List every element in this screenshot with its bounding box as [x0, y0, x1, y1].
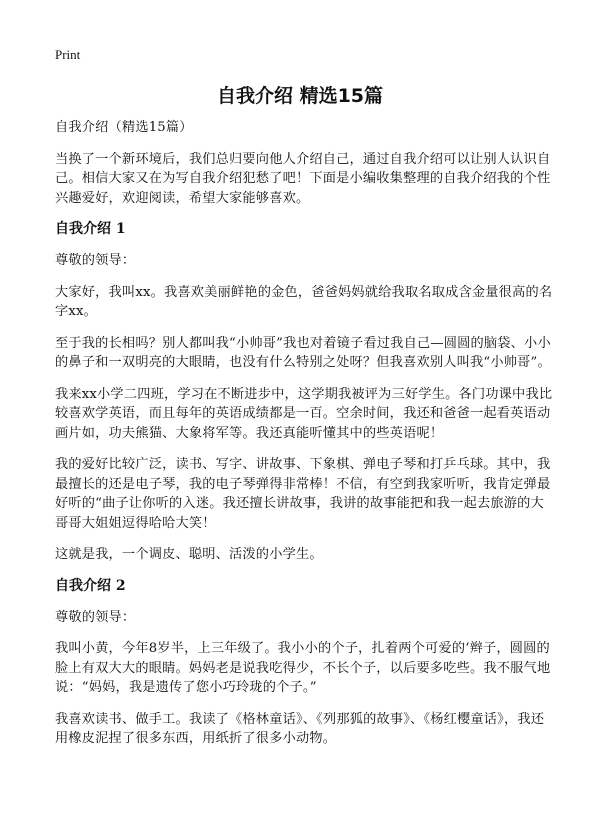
- section-heading: 自我介绍 1: [55, 221, 126, 237]
- body-paragraph: 至于我的长相吗？别人都叫我“小帅哥”我也对着镜子看过我自己—圆圆的脑袋、小小的鼻子和一双明亮的大眼睛，也没有什么特别之处呀？但我喜欢别人叫我“小帅哥”。: [55, 335, 551, 370]
- body-paragraph: 我的爱好比较广泛，读书、写字、讲故事、下象棋、弹电子琴和打乒乓球。其中，我最擅长的还是电子琴，我的电子琴弹得非常棒！不信，有空到我家听听，我肯定弹最好听的“曲子让你听的入迷。我还擅长讲故事，我讲的故事能把和我一起去旅游的大哥哥大姐姐逗得哈哈大笑！: [55, 457, 551, 531]
- document-title: 自我介绍 精选15篇: [216, 85, 384, 107]
- body-paragraph: 我来xx小学二四班，学习在不断进步中，这学期我被评为三好学生。各门功课中我比较喜欢学英语，而且每年的英语成绩都是一百。空余时间，我还和爸爸一起看英语动画片如，功夫熊猫、大象将军等。我还真能听懂其中的些英语呢！: [55, 386, 553, 441]
- salutation: 尊敬的领导：: [55, 253, 136, 268]
- body-paragraph: 我叫小黄，今年8岁半，上三年级了。我小小的个子，扎着两个可爱的‘辫子，圆圆的脸上有双大大的眼睛。妈妈老是说我吃得少，不长个子，以后要多吃些。我不服气地说：“妈妈，我是遗传了您小巧玲珑的个子。”: [55, 641, 551, 695]
- document-body: [55, 118, 555, 761]
- body-paragraph: 我喜欢读书、做手工。我读了《格林童话》、《列那狐的故事》、《杨红樱童话》，我还用橡皮泥捏了很多东西，用纸折了很多小动物。: [55, 711, 545, 746]
- body-paragraph: 这就是我，一个调皮、聪明、活泼的小学生。: [55, 547, 323, 562]
- document-subtitle: 自我介绍（精选15篇）: [55, 120, 193, 135]
- intro-paragraph: 当换了一个新环境后，我们总归要向他人介绍自己，通过自我介绍可以让别人认识自己。相信大家又在为写自我介绍犯愁了吧！下面是小编收集整理的自我介绍我的个性兴趣爱好，欢迎阅读，希望大家能够喜欢。: [55, 151, 551, 206]
- body-paragraph: 大家好，我叫xx。我喜欢美丽鲜艳的金色，爸爸妈妈就给我取名取成含金量很高的名字xx。: [55, 284, 553, 319]
- print-link[interactable]: Print: [55, 47, 81, 62]
- salutation: 尊敬的领导：: [55, 609, 136, 625]
- section-heading: 自我介绍 2: [55, 577, 126, 594]
